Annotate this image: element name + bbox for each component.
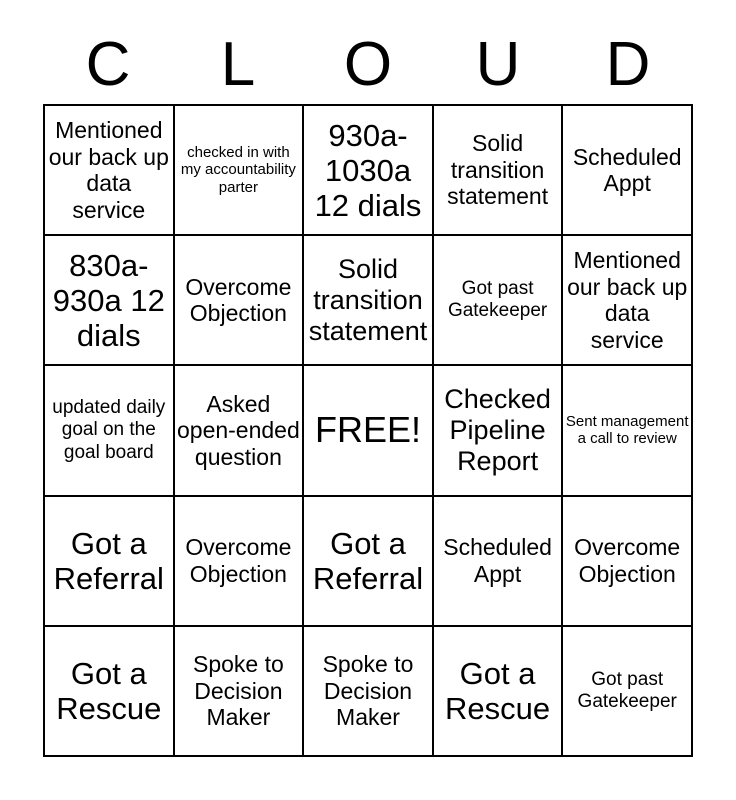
bingo-cell-r2c1[interactable] (45, 236, 175, 366)
bingo-cell-r1c1[interactable] (45, 106, 175, 236)
bingo-cell-text: 930a-1030a 12 dials (314, 117, 422, 223)
bingo-cell-r3c5[interactable] (563, 366, 693, 496)
bingo-cell-r3c2[interactable] (175, 366, 305, 496)
bingo-cell-text: checked in with my accountability parter (180, 143, 296, 196)
bingo-cell-r5c1[interactable] (45, 627, 175, 757)
bingo-cell-r2c2[interactable] (175, 236, 305, 366)
bingo-cell-r1c4[interactable] (434, 106, 564, 236)
header-letter-2: L (220, 30, 256, 99)
bingo-cell-r5c5[interactable] (563, 627, 693, 757)
bingo-cell-r1c3[interactable] (304, 106, 434, 236)
bingo-cell-text: Asked open-ended question (176, 390, 300, 470)
bingo-cell-r4c3[interactable] (304, 497, 434, 627)
bingo-cell-r5c4[interactable] (434, 627, 564, 757)
bingo-cell-r4c4[interactable] (434, 497, 564, 627)
bingo-cell-r4c1[interactable] (45, 497, 175, 627)
bingo-header-letters (43, 26, 693, 104)
bingo-cell-text: Overcome Objection (185, 273, 292, 327)
bingo-cell-text: Solid transition statement (308, 254, 428, 346)
header-letter-3: O (343, 30, 393, 99)
bingo-cell-r3c4[interactable] (434, 366, 564, 496)
bingo-cell-r3c1[interactable] (45, 366, 175, 496)
bingo-cell-text: Checked Pipeline Report (444, 384, 551, 476)
bingo-cell-text: Got a Referral (53, 525, 164, 596)
free-space-text: FREE! (314, 409, 421, 451)
bingo-cell-free-space[interactable] (304, 366, 434, 496)
bingo-cell-text: Got a Rescue (445, 655, 551, 726)
header-letter-5: D (605, 30, 651, 99)
header-letter-4: U (475, 30, 521, 99)
bingo-cell-r2c4[interactable] (434, 236, 564, 366)
bingo-cell-r5c3[interactable] (304, 627, 434, 757)
bingo-cell-text: Spoke to Decision Maker (192, 651, 284, 731)
bingo-cell-text: Got a Referral (312, 525, 424, 596)
bingo-grid (43, 104, 693, 757)
bingo-cell-text: updated daily goal on the goal board (52, 397, 166, 463)
bingo-cell-r5c2[interactable] (175, 627, 305, 757)
bingo-cell-text: Sent management a call to review (565, 412, 689, 448)
bingo-cell-r4c2[interactable] (175, 497, 305, 627)
bingo-cell-text: Solid transition statement (447, 130, 549, 210)
bingo-cell-text: Scheduled Appt (443, 534, 552, 587)
bingo-cell-text: Overcome Objection (574, 534, 681, 587)
bingo-cell-text: Got past Gatekeeper (577, 668, 677, 712)
bingo-cell-r2c3[interactable] (304, 236, 434, 366)
bingo-cell-text: Spoke to Decision Maker (322, 651, 414, 731)
bingo-cell-text: 830a-930a 12 dials (52, 247, 165, 353)
bingo-cell-text: Mentioned our back up data service (48, 117, 169, 223)
bingo-cell-text: Got a Rescue (56, 655, 162, 726)
bingo-cell-text: Scheduled Appt (572, 143, 682, 197)
bingo-cell-r1c5[interactable] (563, 106, 693, 236)
bingo-cell-r2c5[interactable] (563, 236, 693, 366)
bingo-cell-r4c5[interactable] (563, 497, 693, 627)
bingo-cell-text: Overcome Objection (185, 534, 292, 587)
bingo-cell-text: Got past Gatekeeper (447, 278, 548, 322)
bingo-cell-r1c2[interactable] (175, 106, 305, 236)
header-letter-1: C (85, 30, 131, 99)
bingo-cell-text: Mentioned our back up data service (567, 247, 688, 353)
